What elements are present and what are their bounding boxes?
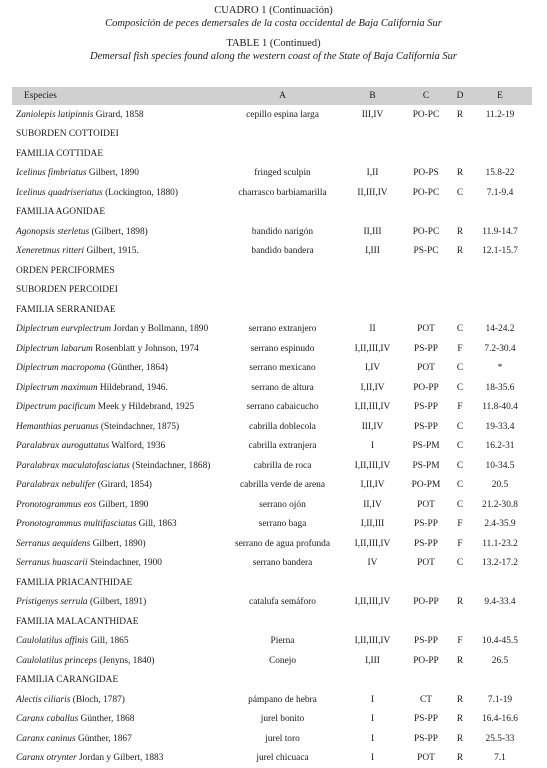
scientific-name: Alectis ciliaris [16, 695, 70, 705]
cell-a: serrano espinudo [220, 339, 345, 359]
cell-d: F [452, 515, 468, 535]
cell-a: serrano baga [220, 515, 345, 535]
cell-b: I,III [345, 242, 400, 262]
species-authority: Günther, 1867 [76, 734, 132, 744]
cell-e: * [468, 359, 532, 379]
cell-d: R [452, 651, 468, 671]
species-authority: Steindachner, 1900 [88, 558, 162, 568]
table-row [12, 242, 532, 262]
column-header-a: A [220, 87, 345, 105]
table-body [12, 105, 532, 768]
scientific-name: Hemanthias peruanus [16, 422, 99, 432]
cell-a: serrano extranjero [220, 320, 345, 340]
cell-c: PO-PM [400, 476, 452, 496]
cell-d: R [452, 749, 468, 768]
cell-e: 11.2-19 [468, 105, 532, 125]
table-row [12, 710, 532, 730]
cell-c: PO-PP [400, 651, 452, 671]
species-authority: Rosenblatt y Johnson, 1974 [93, 344, 199, 354]
species-cell [12, 554, 220, 574]
section-row [12, 203, 532, 223]
section-label: FAMILIA COTTIDAE [12, 144, 532, 164]
cell-c: POT [400, 554, 452, 574]
species-cell [12, 515, 220, 535]
species-authority: (Günther, 1864) [105, 363, 167, 373]
species-cell [12, 749, 220, 768]
species-cell [12, 651, 220, 671]
species-cell [12, 534, 220, 554]
cell-c: POT [400, 495, 452, 515]
cell-b: I,II,III,IV [345, 339, 400, 359]
cell-a: fringed sculpin [220, 164, 345, 184]
cell-a: cabrilla verde de arena [220, 476, 345, 496]
cell-b: I,III [345, 651, 400, 671]
cell-d: C [452, 554, 468, 574]
table-row [12, 729, 532, 749]
cell-a: Pierna [220, 632, 345, 652]
cell-b: III,IV [345, 105, 400, 125]
scientific-name: Pronotogrammus eos [16, 500, 96, 510]
table-row [12, 398, 532, 418]
species-cell [12, 320, 220, 340]
section-row [12, 261, 532, 281]
species-cell [12, 456, 220, 476]
cell-c: CT [400, 690, 452, 710]
scientific-name: Diplectrum macropoma [16, 363, 105, 373]
cell-d: C [452, 476, 468, 496]
scientific-name: Serranus aequidens [16, 539, 90, 549]
species-authority: Gilbert, 1915. [84, 246, 139, 256]
scientific-name: Paralabrax auroguttatus [16, 441, 109, 451]
section-label: FAMILIA SERRANIDAE [12, 300, 532, 320]
cell-b: I,II,III,IV [345, 398, 400, 418]
table-row [12, 749, 532, 768]
section-row [12, 300, 532, 320]
scientific-name: Pristigenys serrula [16, 597, 88, 607]
document-header [0, 4, 547, 63]
cell-d: R [452, 593, 468, 613]
species-cell [12, 593, 220, 613]
table-row [12, 456, 532, 476]
table-title: TABLE 1 (Continued) [0, 37, 547, 50]
cell-b: II,III [345, 222, 400, 242]
cell-e: 15.8-22 [468, 164, 532, 184]
cell-c: PS-PC [400, 242, 452, 262]
section-label: FAMILIA CARANGIDAE [12, 671, 532, 691]
table-row [12, 554, 532, 574]
cell-c: PS-PP [400, 515, 452, 535]
cell-a: serrano ojón [220, 495, 345, 515]
scientific-name: Zaniolepis latipinnis [16, 110, 93, 120]
scientific-name: Caulolatilus princeps [16, 656, 97, 666]
scientific-name: Diplectrum labarum [16, 344, 93, 354]
cell-e: 7.1-9.4 [468, 183, 532, 203]
species-cell [12, 222, 220, 242]
species-table [12, 87, 532, 768]
table-row [12, 632, 532, 652]
cell-d: R [452, 242, 468, 262]
scientific-name: Icelinus fimbriatus [16, 168, 87, 178]
species-cell [12, 437, 220, 457]
table-row [12, 515, 532, 535]
table-subtitle: Demersal fish species found along the western coast of the State of Baja California Sur [0, 50, 547, 63]
species-cell [12, 164, 220, 184]
cell-e: 10.4-45.5 [468, 632, 532, 652]
cell-b: III,IV [345, 417, 400, 437]
cell-d: C [452, 378, 468, 398]
cell-e: 7.2-30.4 [468, 339, 532, 359]
species-authority: Gilbert, 1890 [96, 500, 148, 510]
cell-e: 21.2-30.8 [468, 495, 532, 515]
cell-a: serrano de altura [220, 378, 345, 398]
cell-e: 7.1 [468, 749, 532, 768]
cell-c: PS-PP [400, 339, 452, 359]
species-authority: Girard, 1858 [93, 110, 143, 120]
cell-b: I [345, 437, 400, 457]
cell-e: 9.4-33.4 [468, 593, 532, 613]
section-label: SUBORDEN COTTOIDEI [12, 125, 532, 145]
section-label: FAMILIA AGONIDAE [12, 203, 532, 223]
cell-a: serrano bandera [220, 554, 345, 574]
cell-b: I [345, 749, 400, 768]
table-row [12, 437, 532, 457]
species-authority: Gill, 1865 [88, 636, 128, 646]
column-header-especies: Especies [12, 87, 220, 105]
cell-c: PS-PP [400, 710, 452, 730]
cell-b: I,II,IV [345, 378, 400, 398]
table-row [12, 183, 532, 203]
cell-c: PS-PP [400, 632, 452, 652]
species-authority: (Gilbert, 1898) [89, 227, 148, 237]
species-cell [12, 417, 220, 437]
cell-c: PS-PM [400, 437, 452, 457]
species-authority: Gilbert, 1890 [87, 168, 139, 178]
cell-c: PS-PP [400, 417, 452, 437]
cell-d: C [452, 437, 468, 457]
species-authority: Jordan y Bollmann, 1890 [111, 324, 208, 334]
cell-b: II [345, 320, 400, 340]
cell-e: 18-35.6 [468, 378, 532, 398]
cell-d: R [452, 222, 468, 242]
cell-e: 16.4-16.6 [468, 710, 532, 730]
species-authority: (Steindachner, 1875) [99, 422, 180, 432]
cell-b: I [345, 690, 400, 710]
species-cell [12, 183, 220, 203]
cell-b: I,II,IV [345, 476, 400, 496]
cell-d: F [452, 339, 468, 359]
cell-b: I,II [345, 164, 400, 184]
cell-e: 2.4-35.9 [468, 515, 532, 535]
scientific-name: Dipectrum pacificum [16, 402, 95, 412]
cell-e: 20.5 [468, 476, 532, 496]
species-cell [12, 690, 220, 710]
cell-d: F [452, 632, 468, 652]
section-label: ORDEN PERCIFORMES [12, 261, 532, 281]
table-row [12, 651, 532, 671]
section-label: SUBORDEN PERCOIDEI [12, 281, 532, 301]
species-authority: Gilbert, 1890) [90, 539, 145, 549]
species-cell [12, 378, 220, 398]
cell-d: F [452, 534, 468, 554]
cell-b: I [345, 710, 400, 730]
cell-c: PS-PP [400, 534, 452, 554]
section-row [12, 125, 532, 145]
cell-e: 11.9-14.7 [468, 222, 532, 242]
cell-a: jurel bonito [220, 710, 345, 730]
cell-d: C [452, 456, 468, 476]
cell-e: 12.1-15.7 [468, 242, 532, 262]
scientific-name: Xeneretmus ritteri [16, 246, 84, 256]
species-cell [12, 729, 220, 749]
cell-c: PS-PM [400, 456, 452, 476]
scientific-name: Paralabrax nebulifer [16, 480, 95, 490]
species-authority: (Girard, 1854) [95, 480, 152, 490]
table-row [12, 593, 532, 613]
species-cell [12, 359, 220, 379]
cell-e: 11.8-40.4 [468, 398, 532, 418]
cell-b: I,II,III,IV [345, 456, 400, 476]
species-authority: Hildebrand, 1946. [98, 383, 168, 393]
cell-a: serrano mexicano [220, 359, 345, 379]
scientific-name: Caranx otrynter [16, 753, 77, 763]
cell-c: PO-PP [400, 593, 452, 613]
scientific-name: Pronotogrammus multifasciatus [16, 519, 136, 529]
cell-a: charrasco barbiamarilla [220, 183, 345, 203]
cell-b: I,II,III [345, 515, 400, 535]
cell-c: PO-PS [400, 164, 452, 184]
species-authority: (Jenyns, 1840) [97, 656, 155, 666]
document-page [0, 4, 547, 764]
table-row [12, 320, 532, 340]
table-row [12, 164, 532, 184]
cell-b: IV [345, 554, 400, 574]
cell-c: POT [400, 749, 452, 768]
table-row [12, 378, 532, 398]
cell-e: 26.5 [468, 651, 532, 671]
cell-e: 16.2-31 [468, 437, 532, 457]
species-authority: (Bloch, 1787) [70, 695, 124, 705]
cell-a: catalufa semáforo [220, 593, 345, 613]
section-row [12, 671, 532, 691]
cell-d: C [452, 359, 468, 379]
cell-e: 19-33.4 [468, 417, 532, 437]
cell-e: 11.1-23.2 [468, 534, 532, 554]
cuadro-title: CUADRO 1 (Continuación) [0, 4, 547, 17]
cell-a: serrano cabaicucho [220, 398, 345, 418]
cell-d: R [452, 164, 468, 184]
species-cell [12, 710, 220, 730]
section-label: FAMILIA MALACANTHIDAE [12, 612, 532, 632]
cell-c: POT [400, 320, 452, 340]
cell-e: 10-34.5 [468, 456, 532, 476]
cell-d: C [452, 183, 468, 203]
table-row [12, 359, 532, 379]
cell-e: 13.2-17.2 [468, 554, 532, 574]
table-row [12, 476, 532, 496]
table-row [12, 417, 532, 437]
species-cell [12, 495, 220, 515]
species-authority: Jordan y Gilbert, 1883 [77, 753, 164, 763]
cell-c: PO-PP [400, 378, 452, 398]
scientific-name: Paralabrax maculatofasciatus [16, 461, 130, 471]
cell-d: C [452, 495, 468, 515]
species-cell [12, 242, 220, 262]
cell-a: pámpano de hebra [220, 690, 345, 710]
cell-c: PO-PC [400, 183, 452, 203]
section-row [12, 144, 532, 164]
cell-a: Conejo [220, 651, 345, 671]
cell-a: jurel toro [220, 729, 345, 749]
cell-a: serrano de agua profunda [220, 534, 345, 554]
species-authority: (Steindachner, 1868) [130, 461, 211, 471]
table-header-row [12, 87, 532, 105]
scientific-name: Serranus huascarii [16, 558, 88, 568]
section-row [12, 281, 532, 301]
species-cell [12, 476, 220, 496]
species-authority: (Gilbert, 1891) [88, 597, 147, 607]
cell-b: I,IV [345, 359, 400, 379]
cell-a: jurel chicuaca [220, 749, 345, 768]
species-authority: Meek y Hildebrand, 1925 [95, 402, 194, 412]
section-row [12, 612, 532, 632]
cell-d: R [452, 690, 468, 710]
scientific-name: Icelinus quadriseriatus [16, 188, 103, 198]
species-authority: Günther, 1868 [78, 714, 134, 724]
scientific-name: Caulolatilus affinis [16, 636, 88, 646]
cell-c: POT [400, 359, 452, 379]
column-header-d: D [452, 87, 468, 105]
section-row [12, 573, 532, 593]
cuadro-subtitle: Composición de peces demersales de la costa occidental de Baja California Sur [0, 17, 547, 30]
cell-a: cabrilla de roca [220, 456, 345, 476]
cell-c: PO-PC [400, 105, 452, 125]
species-cell [12, 632, 220, 652]
species-authority: Walford, 1936 [109, 441, 165, 451]
cell-d: C [452, 320, 468, 340]
cell-b: I,II,III,IV [345, 632, 400, 652]
cell-b: I,II,III,IV [345, 534, 400, 554]
table-row [12, 222, 532, 242]
scientific-name: Caranx caninus [16, 734, 76, 744]
cell-c: PO-PC [400, 222, 452, 242]
species-cell [12, 105, 220, 125]
species-authority: (Lockington, 1880) [103, 188, 178, 198]
table-row [12, 495, 532, 515]
species-authority: Gill, 1863 [136, 519, 176, 529]
cell-b: II,III,IV [345, 183, 400, 203]
cell-e: 14-24.2 [468, 320, 532, 340]
cell-b: II,IV [345, 495, 400, 515]
cell-a: cabrilla extranjera [220, 437, 345, 457]
column-header-e: E [468, 87, 532, 105]
cell-a: cabrilla doblecola [220, 417, 345, 437]
cell-b: I [345, 729, 400, 749]
column-header-c: C [400, 87, 452, 105]
cell-e: 7.1-19 [468, 690, 532, 710]
table-row [12, 105, 532, 125]
cell-d: R [452, 710, 468, 730]
scientific-name: Diplectrum eurvplectrum [16, 324, 111, 334]
cell-b: I,II,III,IV [345, 593, 400, 613]
cell-d: R [452, 729, 468, 749]
cell-c: PS-PP [400, 729, 452, 749]
cell-d: R [452, 105, 468, 125]
cell-e: 25.5-33 [468, 729, 532, 749]
table-row [12, 534, 532, 554]
scientific-name: Caranx caballus [16, 714, 78, 724]
cell-a: bandido bandera [220, 242, 345, 262]
scientific-name: Diplectrum maximum [16, 383, 98, 393]
cell-a: cepillo espina larga [220, 105, 345, 125]
table-row [12, 690, 532, 710]
cell-a: bandido narigón [220, 222, 345, 242]
scientific-name: Agonopsis sterletus [16, 227, 89, 237]
species-cell [12, 339, 220, 359]
column-header-b: B [345, 87, 400, 105]
section-label: FAMILIA PRIACANTHIDAE [12, 573, 532, 593]
cell-c: PS-PP [400, 398, 452, 418]
table-row [12, 339, 532, 359]
cell-d: C [452, 417, 468, 437]
species-cell [12, 398, 220, 418]
cell-d: F [452, 398, 468, 418]
